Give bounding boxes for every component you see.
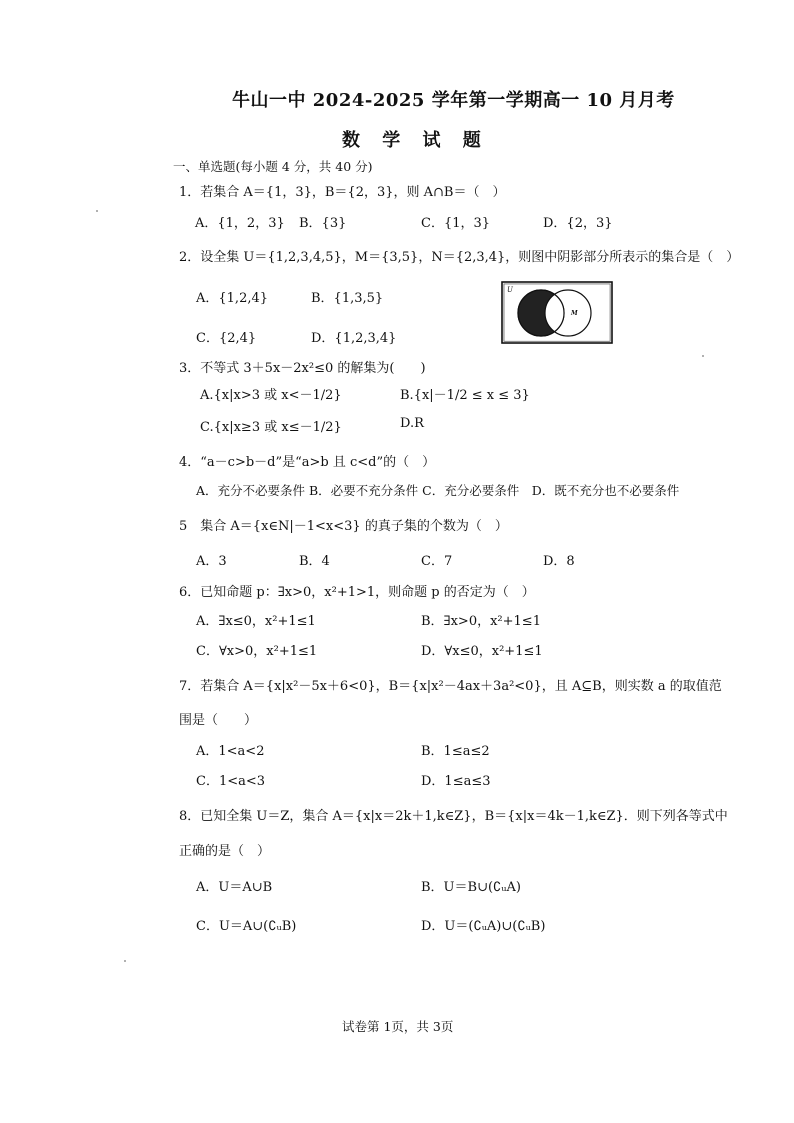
venn-label-u: U — [507, 286, 513, 294]
exam-subtitle: 数 学 试 题 — [342, 130, 489, 151]
question-2-option-c: C．{2,4} — [196, 331, 257, 346]
question-8-option-a: A．U＝A∪B — [196, 880, 273, 895]
question-3-option-c: C.{x|x≥3 或 x≤－1/2} — [200, 420, 342, 435]
question-2-stem: 2．设全集 U＝{1,2,3,4,5}，M＝{3,5}，N＝{2,3,4}，则图中阴影部分所表示的集合是（ ） — [179, 250, 740, 265]
question-7-option-d: D．1≤a≤3 — [421, 774, 491, 789]
venn-label-m: M — [571, 310, 578, 317]
question-4-options: A．充分不必要条件 B．必要不充分条件 C．充分必要条件 D．既不充分也不必要条件 — [196, 483, 680, 498]
venn-diagram — [501, 281, 613, 344]
question-5-option-b: B．4 — [299, 554, 330, 569]
question-6-option-a: A．∃x≤0，x²+1≤1 — [196, 614, 316, 629]
question-6-option-c: C．∀x>0，x²+1≤1 — [196, 644, 318, 659]
question-3-stem: 3．不等式 3＋5x－2x²≤0 的解集为( ) — [179, 361, 426, 376]
question-5-stem: 5 集合 A＝{x∈N|－1<x<3} 的真子集的个数为（ ） — [179, 519, 508, 534]
page-footer: 试卷第 1页，共 3页 — [342, 1019, 454, 1034]
section-heading: 一、单选题(每小题 4 分，共 40 分) — [173, 159, 373, 174]
question-1-option-b: B．{3} — [299, 216, 347, 231]
question-7-stem: 7．若集合 A＝{x|x²－5x＋6<0}，B＝{x|x²－4ax＋3a²<0}，且 A⊆B，则实数 a 的取值范 — [179, 679, 722, 694]
scan-speck — [96, 210, 98, 212]
question-1-option-a: A．{1，2，3} — [195, 216, 285, 231]
question-4-stem: 4．“a－c>b－d”是“a>b 且 c<d”的（ ） — [179, 455, 436, 470]
question-1-option-d: D．{2，3} — [543, 216, 613, 231]
question-2-option-a: A．{1,2,4} — [196, 291, 269, 306]
question-7-stem-continued: 围是（ ） — [179, 713, 258, 728]
question-8-option-c: C．U＝A∪(∁ᵤB) — [196, 919, 297, 934]
question-6-option-d: D．∀x≤0，x²+1≤1 — [421, 644, 543, 659]
question-3-option-d: D.R — [400, 416, 424, 431]
question-5-option-c: C．7 — [421, 554, 453, 569]
question-7-option-a: A．1<a<2 — [196, 744, 265, 759]
question-6-option-b: B．∃x>0，x²+1≤1 — [421, 614, 541, 629]
exam-title: 牛山一中 2024-2025 学年第一学期高一 10 月月考 — [232, 90, 675, 111]
question-2-option-d: D．{1,2,3,4} — [311, 331, 397, 346]
question-6-stem: 6．已知命题 p：∃x>0，x²+1>1，则命题 p 的否定为（ ） — [179, 585, 535, 600]
question-3-option-a: A.{x|x>3 或 x<－1/2} — [200, 388, 342, 403]
question-2-option-b: B．{1,3,5} — [311, 291, 384, 306]
question-8-option-b: B．U＝B∪(∁ᵤA) — [421, 880, 521, 895]
question-5-option-d: D．8 — [543, 554, 575, 569]
question-1-stem: 1．若集合 A＝{1，3}，B＝{2，3}，则 A∩B＝（ ） — [179, 185, 506, 200]
question-5-option-a: A．3 — [196, 554, 227, 569]
question-7-option-c: C．1<a<3 — [196, 774, 266, 789]
question-8-stem-continued: 正确的是（ ） — [179, 844, 271, 859]
question-8-option-d: D．U＝(∁ᵤA)∪(∁ᵤB) — [421, 919, 546, 934]
question-1-option-c: C．{1，3} — [421, 216, 491, 231]
scan-speck — [702, 355, 704, 357]
scan-speck — [124, 960, 126, 962]
question-8-stem: 8．已知全集 U＝Z，集合 A＝{x|x＝2k＋1,k∈Z}，B＝{x|x＝4k－1,k∈Z}．则下列各等式中 — [179, 809, 728, 824]
question-7-option-b: B．1≤a≤2 — [421, 744, 490, 759]
question-3-option-b: B.{x|－1/2 ≤ x ≤ 3} — [400, 388, 530, 403]
